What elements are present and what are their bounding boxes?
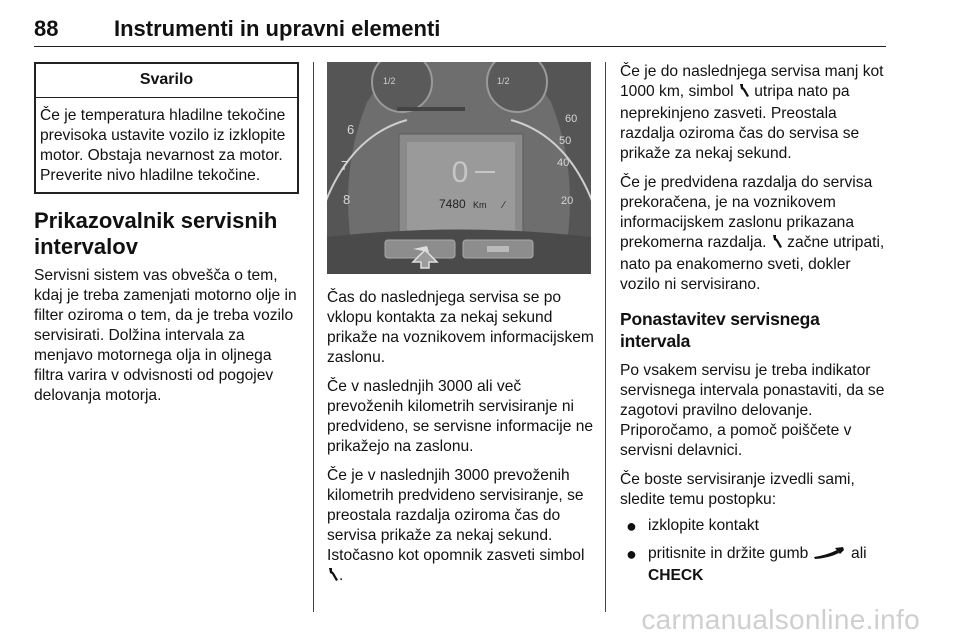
subsection-heading: Ponastavitev servisnega intervala bbox=[620, 309, 820, 351]
list-item-text: ali bbox=[851, 545, 867, 562]
watermark: carmanualsonline.info bbox=[641, 604, 920, 635]
paragraph-text: začne utripati, nato pa enakomerno sveti, dokler vozilo ni servisirano. bbox=[620, 234, 885, 293]
speedo-tick: 40 bbox=[557, 157, 570, 169]
left-column bbox=[34, 62, 300, 406]
bullet-icon: ● bbox=[626, 544, 637, 564]
paragraph bbox=[620, 173, 890, 295]
list-item-text: pritisnite in držite gumb bbox=[648, 545, 809, 562]
svg-text:∕: ∕ bbox=[503, 200, 505, 211]
tacho-tick: 8 bbox=[343, 192, 351, 207]
bullet-icon: ● bbox=[626, 516, 637, 536]
section-body: Servisni sistem vas obvešča o tem, kdaj je treba zamenjati motorno olje in filter oziroma o tem, da je treba vozilo servisirati. Dolžina intervala za menjavo motornega olja in oljnega filtra varira v odvisnosti od pogojev delovanja motorja. bbox=[34, 267, 297, 404]
wrench-icon bbox=[327, 567, 339, 588]
paragraph: Po vsakem servisu je treba indikator servisnega intervala ponastaviti, da se zagotovi pravilno delovanje. Priporočamo, a pomoč poiščete v servisni delavnici. bbox=[620, 362, 885, 459]
gauge-right-label: 1/2 bbox=[497, 76, 510, 86]
steering-button-icon bbox=[813, 546, 847, 566]
list-item bbox=[620, 516, 890, 536]
wrench-icon bbox=[771, 234, 783, 255]
list-item bbox=[620, 544, 890, 586]
speed-readout: 0 bbox=[451, 156, 469, 189]
tacho-tick: 6 bbox=[347, 122, 355, 137]
section-heading: Prikazovalnik servisnih intervalov bbox=[34, 208, 278, 259]
instrument-cluster-image bbox=[327, 62, 591, 274]
page-number: 88 bbox=[34, 16, 59, 41]
speedo-tick: 60 bbox=[565, 113, 578, 125]
paragraph-end: . bbox=[339, 567, 344, 584]
odometer-unit: Km bbox=[473, 200, 487, 210]
middle-column bbox=[327, 62, 595, 588]
speedo-tick: 50 bbox=[559, 135, 572, 147]
right-column bbox=[620, 62, 890, 594]
warning-title: Svarilo bbox=[36, 64, 297, 98]
check-button-label: CHECK bbox=[648, 567, 704, 584]
paragraph: Čas do naslednjega servisa se po vklopu kontakta za nekaj sekund prikaže na voznikovem informacijskem zaslonu. bbox=[327, 289, 594, 366]
odometer-value: 7480 bbox=[439, 197, 466, 211]
list-item-text: izklopite kontakt bbox=[648, 517, 759, 534]
column-divider bbox=[605, 62, 606, 612]
paragraph-text: Če je v naslednjih 3000 prevoženih kilometrih predvideno servisiranje, se preostala razdalja oziroma čas do servisa prikaže za nekaj sekund. Istočasno kot opomnik zasveti simbol bbox=[327, 467, 585, 564]
paragraph-text: utripa nato pa neprekinjeno zasveti. Preostala razdalja oziroma čas do servisa se prikaže za nekaj sekund. bbox=[620, 83, 860, 162]
running-title: Instrumenti in upravni elementi bbox=[114, 16, 441, 41]
wrench-icon bbox=[738, 83, 750, 104]
page-header bbox=[34, 12, 886, 47]
paragraph-text: Če je do naslednjega servisa manj kot 1000 km, simbol bbox=[620, 63, 884, 100]
gauge-left-label: 1/2 bbox=[383, 76, 396, 86]
paragraph: Če boste servisiranje izvedli sami, sledite temu postopku: bbox=[620, 471, 855, 508]
steps-list bbox=[620, 516, 890, 586]
column-divider bbox=[313, 62, 314, 612]
tacho-tick: 7 bbox=[341, 158, 349, 173]
warning-box bbox=[34, 62, 299, 194]
paragraph bbox=[620, 62, 890, 164]
paragraph bbox=[327, 466, 595, 588]
paragraph-text: Če je predvidena razdalja do servisa prekoračena, je na voznikovem informacijskem zaslonu prikazana prekomerna razdalja. bbox=[620, 174, 873, 251]
speedo-tick: 20 bbox=[561, 195, 574, 207]
warning-text: Če je temperatura hladilne tekočine previsoka ustavite vozilo iz izklopite motor. Obstaja nevarnost za motor. Preverite nivo hladilne tekočine. bbox=[40, 107, 286, 184]
paragraph: Če v naslednjih 3000 ali več prevoženih kilometrih servisiranje ni predvideno, se servisne informacije ne prikažejo na zaslonu. bbox=[327, 378, 594, 455]
